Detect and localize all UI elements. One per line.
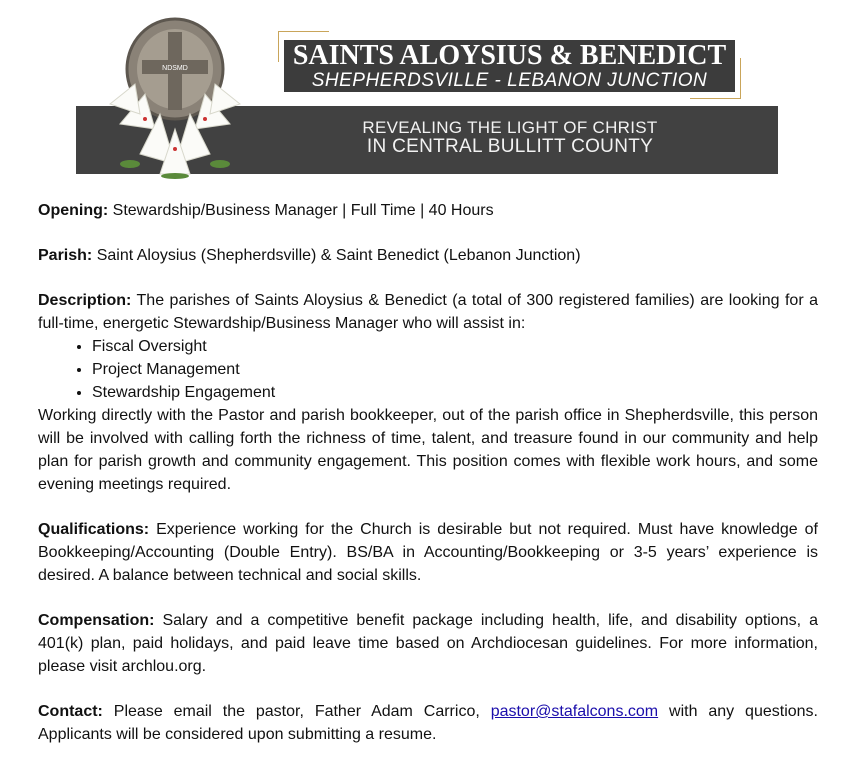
contact-label: Contact: <box>38 703 103 720</box>
compensation-section <box>38 609 818 678</box>
list-item: • Fiscal Oversight <box>92 335 818 358</box>
benedict-medal-logo <box>100 14 250 179</box>
svg-text:NDSMD: NDSMD <box>162 65 188 72</box>
job-posting <box>38 199 818 768</box>
qualifications-text: Experience working for the Church is desirable but not required. Must have knowledge of Bookkeeping/Accounting (Double Entry). BS/BA in Accounting/Bookkeeping or 3-5 years’ experience is desired. A balance between technical and social skills. <box>38 521 818 584</box>
compensation-label: Compensation: <box>38 612 155 629</box>
qualifications-label: Qualifications: <box>38 521 150 538</box>
description-label: Description: <box>38 292 132 309</box>
description-intro: The parishes of Saints Aloysius & Benedict (a total of 300 registered families) are looking for a full-time, energetic Stewardship/Business Manager who will assist in: <box>38 292 818 332</box>
opening-text: Stewardship/Business Manager | Full Time | 40 Hours <box>108 202 494 219</box>
parish-title: SAINTS ALOYSIUS & BENEDICT <box>292 40 727 71</box>
contact-text-end: with any questions. Applicants will be considered upon submitting a resume. <box>38 703 818 743</box>
compensation-text: Salary and a competitive benefit package including health, life, and disability options, a 401(k) plan, paid holidays, and paid leave time based on Archdiocesan guidelines. For more information, please visit archlou.org. <box>38 612 818 675</box>
parish-label: Parish: <box>38 247 93 264</box>
description-section <box>38 289 818 496</box>
parish-text: Saint Aloysius (Shepherdsville) & Saint Benedict (Lebanon Junction) <box>92 247 581 264</box>
parish-subtitle: SHEPHERDSVILLE - LEBANON JUNCTION <box>311 70 708 91</box>
qualifications-section <box>38 518 818 587</box>
opening-label: Opening: <box>38 202 109 219</box>
description-body: Working directly with the Pastor and parish bookkeeper, out of the parish office in Shepherdsville, this person will be involved with calling forth the richness of time, talent, and treasure found in our community and help plan for parish growth and community engagement. This position comes with flexible work hours, and some evening meetings required. <box>38 407 818 493</box>
parish-title-box <box>284 40 735 92</box>
email-link[interactable]: pastor@stafalcons.com <box>490 703 659 720</box>
tagline <box>300 118 720 156</box>
list-item: • Project Management <box>92 358 818 381</box>
contact-section <box>38 700 818 746</box>
responsibility-list <box>38 335 818 404</box>
contact-text: Please email the pastor, Father Adam Carrico, <box>102 703 491 720</box>
list-item: • Stewardship Engagement <box>92 381 818 404</box>
tagline-line-2: IN CENTRAL BULLITT COUNTY <box>366 136 654 157</box>
parish-section <box>38 244 818 267</box>
tagline-line-1: REVEALING THE LIGHT OF CHRIST <box>362 118 658 137</box>
opening-section <box>38 199 818 222</box>
